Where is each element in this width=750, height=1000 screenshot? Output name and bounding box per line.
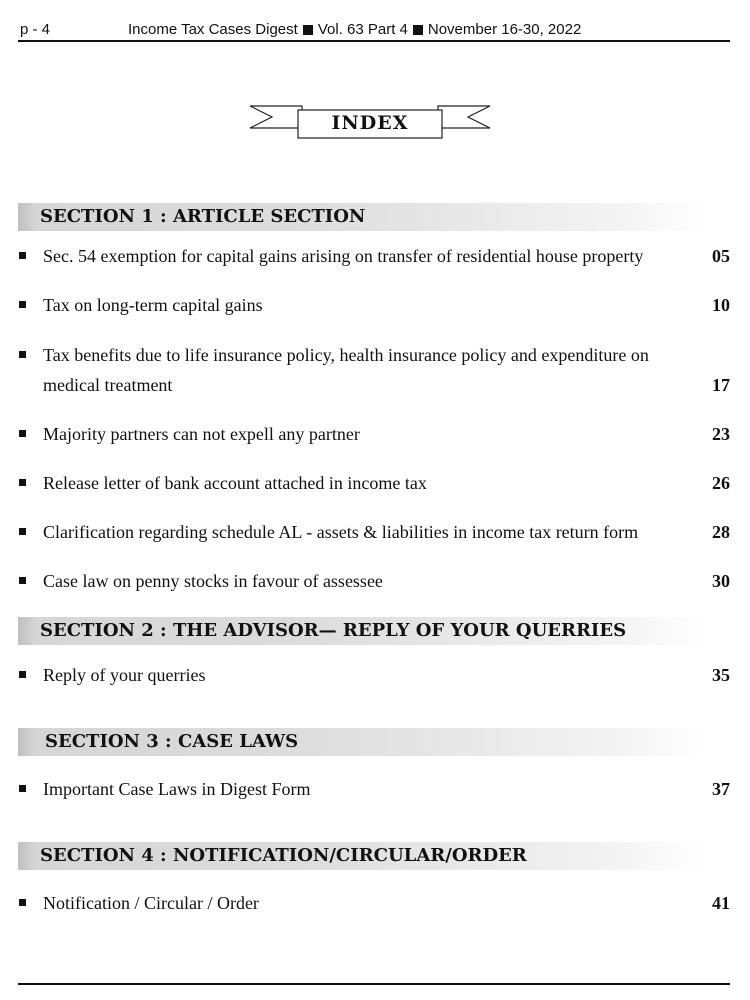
index-entry[interactable] bbox=[18, 340, 730, 400]
entry-title: Notification / Circular / Order bbox=[43, 893, 259, 913]
section-heading: SECTION 1 : ARTICLE SECTION bbox=[40, 206, 366, 227]
square-bullet-icon bbox=[19, 479, 26, 486]
entry-page: 10 bbox=[712, 295, 730, 315]
square-bullet-icon bbox=[19, 899, 26, 906]
square-bullet-icon bbox=[19, 785, 26, 792]
journal-title: Income Tax Cases Digest bbox=[128, 21, 298, 38]
square-bullet-icon bbox=[413, 25, 423, 35]
footer-rule bbox=[18, 983, 730, 985]
page-number: p - 4 bbox=[20, 21, 51, 38]
square-bullet-icon bbox=[19, 301, 26, 308]
square-bullet-icon bbox=[19, 528, 26, 535]
entry-page: 17 bbox=[712, 375, 730, 395]
square-bullet-icon bbox=[19, 351, 26, 358]
entry-title: Reply of your querries bbox=[43, 665, 206, 685]
journal-line bbox=[128, 21, 581, 38]
square-bullet-icon bbox=[19, 577, 26, 584]
running-header bbox=[18, 20, 730, 42]
index-banner bbox=[248, 100, 492, 144]
entry-page: 26 bbox=[712, 473, 730, 493]
entry-page: 05 bbox=[712, 246, 730, 266]
entry-title: Sec. 54 exemption for capital gains arising on transfer of residential house property bbox=[43, 246, 644, 266]
entry-page: 41 bbox=[712, 893, 730, 913]
entry-title: Case law on penny stocks in favour of assessee bbox=[43, 571, 383, 591]
section-heading: SECTION 4 : NOTIFICATION/CIRCULAR/ORDER bbox=[40, 845, 527, 866]
section-heading: SECTION 2 : THE ADVISOR— REPLY OF YOUR QUERRIES bbox=[40, 620, 627, 641]
index-title: INDEX bbox=[331, 112, 409, 134]
entry-title: Clarification regarding schedule AL - assets & liabilities in income tax return form bbox=[43, 522, 639, 542]
entry-page: 37 bbox=[712, 779, 730, 799]
entry-page: 30 bbox=[712, 571, 730, 591]
section-heading-bar bbox=[18, 203, 708, 231]
section-heading: SECTION 3 : CASE LAWS bbox=[45, 731, 299, 752]
issue-date: November 16-30, 2022 bbox=[427, 21, 582, 38]
section-heading-bar bbox=[18, 617, 708, 645]
square-bullet-icon bbox=[303, 25, 313, 35]
square-bullet-icon bbox=[19, 430, 26, 437]
section-heading-bar bbox=[18, 728, 708, 756]
entry-title: Release letter of bank account attached in income tax bbox=[43, 473, 427, 493]
entry-title-line1: Tax benefits due to life insurance policy, health insurance policy and expenditure on bbox=[43, 345, 649, 365]
entry-title-line2: medical treatment bbox=[43, 375, 173, 395]
entry-title: Majority partners can not expell any partner bbox=[43, 424, 360, 444]
entry-title: Important Case Laws in Digest Form bbox=[43, 779, 311, 799]
section-heading-bar bbox=[18, 842, 708, 870]
entry-page: 28 bbox=[712, 522, 730, 542]
volume-info: Vol. 63 Part 4 bbox=[317, 21, 408, 38]
square-bullet-icon bbox=[19, 252, 26, 259]
square-bullet-icon bbox=[19, 671, 26, 678]
entry-page: 35 bbox=[712, 665, 730, 685]
entry-title: Tax on long-term capital gains bbox=[43, 295, 263, 315]
entry-page: 23 bbox=[712, 424, 730, 444]
